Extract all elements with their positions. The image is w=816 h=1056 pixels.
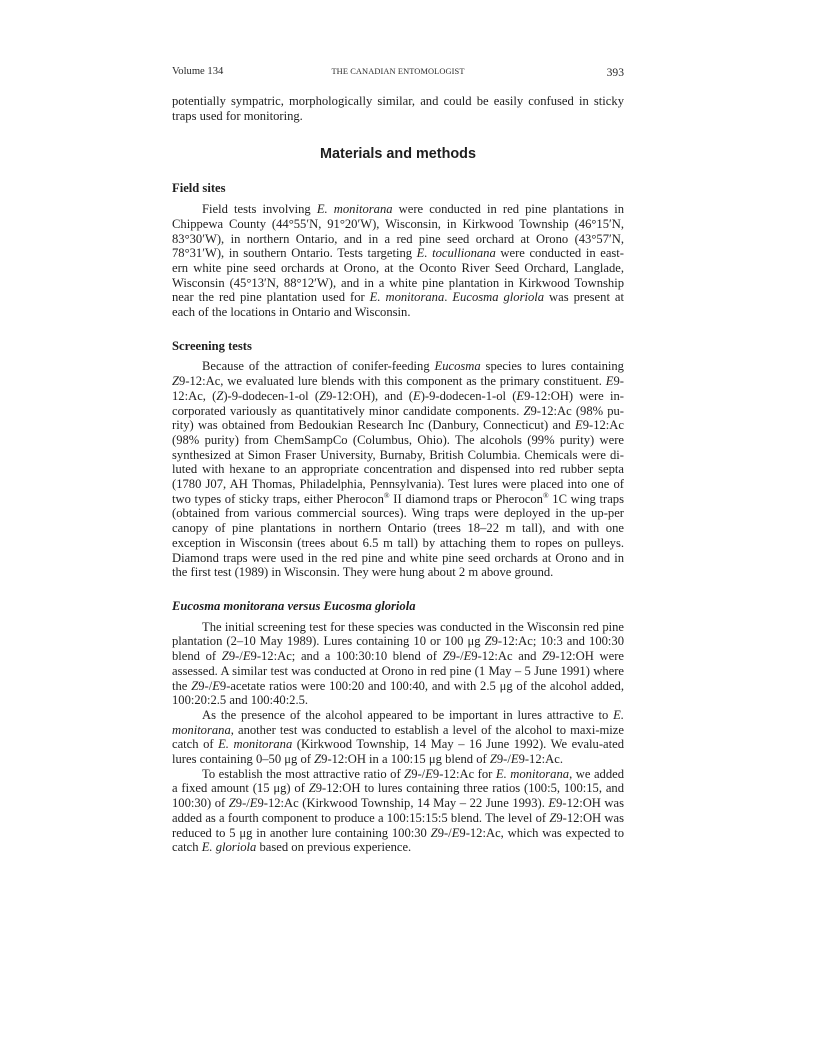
paragraph-attractive-ratio: To establish the most attractive ratio of Z9-/E9-12:Ac for E. monitorana, we added a fixed amount (15 μg) of Z9-12:OH to lures containing three ratios (100:5, 100:15, and 100:30) of Z9-/E9-12:Ac (Kirkwood Township, 14 May – 22 June 1993). E9-12:OH was added as a fourth component to produce a 100:15:15:5 blend. The level of Z9-12:OH was reduced to 5 μg in another lure containing 100:30 Z9-/E9-12:Ac, which was expected to catch E. gloriola based on previous experience.: [172, 766, 625, 855]
volume-label: Volume 134: [172, 66, 224, 77]
page-number: 393: [606, 66, 624, 79]
article-body: [172, 94, 624, 855]
subheading-screening-tests: Screening tests: [172, 338, 252, 353]
subheading-field-sites: Field sites: [172, 181, 226, 196]
paragraph-initial-screening: The initial screening test for these species was conducted in the Wisconsin red pine plantation (2–10 May 1989). Lures containing 10 or 100 μg Z9-12:Ac; 10:3 and 100:30 blend of Z9-/E9-12:Ac; and a 100:30:10 blend of Z9-/E9-12:Ac and Z9-12:OH were assessed. A similar test was conducted at Orono in red pine (1 May – 5 June 1991) where the Z9-/E9-acetate ratios were 100:20 and 100:40, and with 2.5 μg of the alcohol added, 100:20:2.5 and 100:40:2.5.: [172, 619, 625, 708]
journal-title: THE CANADIAN ENTOMOLOGIST: [331, 67, 465, 76]
paragraph-screening-tests: Because of the attraction of conifer-feeding Eucosma species to lures containing Z9-12:Ac, we evaluated lure blends with this component as the primary constituent. E9-12:Ac, (Z)-9-dodecen-1-ol (Z9-12:OH), and (E)-9-dodecen-1-ol (E9-12:OH) were in-corporated variously as quantitatively minor candidate components. Z9-12:Ac (98% pu-rity) was obtained from Bedoukian Research Inc (Danbury, Connecticut) and E9-12:Ac (98% purity) from ChemSampCo (Columbus, Ohio). The alcohols (99% purity) were synthesized at Simon Fraser University, Burnaby, British Columbia. Chemicals were di-luted with hexane to an appropriate concentration and dispensed into red rubber septa (1780 J07, AH Thomas, Philadelphia, Pennsylvania). Test lures were placed into one of two types of sticky traps, either Pherocon® II diamond traps or Pherocon® 1C wing traps (obtained from various commercial sources). Wing traps were deployed in the up-per canopy of pine plantations in northern Ontario (trees 18–22 m tall), and with one exception in Wisconsin (trees about 6.5 m tall) by attaching them to ropes on pulleys. Diamond traps were used in the red pine and white pine seed orchards at Orono and in the first test (1989) in Wisconsin. They were hung about 2 m above ground.: [172, 359, 624, 580]
intro-paragraph: potentially sympatric, morphologically similar, and could be easily confused in sticky traps used for monitoring.: [172, 94, 624, 123]
paragraph-field-sites: Field tests involving E. monitorana were conducted in red pine plantations in Chippewa County (44°55′N, 91°20′W), Wisconsin, in Kirkwood Township (46°15′N, 83°30′W), in northern Ontario, and in a red pine seed orchard at Orono (43°57′N, 78°31′W), in southern Ontario. Tests targeting E. tocullionana were conducted in east-ern white pine seed orchards at Orono, at the Oconto River Seed Orchard, Langlade, Wisconsin (45°13′N, 88°12′W), and in a white pine plantation in Kirkwood Township near the red pine plantation used for E. monitorana. Eucosma gloriola was present at each of the locations in Ontario and Wisconsin.: [172, 202, 624, 320]
subheading-monitorana-vs-gloriola: Eucosma monitorana versus Eucosma gloriola: [172, 598, 416, 613]
running-header: [172, 66, 624, 82]
section-title: Materials and methods: [320, 146, 476, 163]
paragraph-alcohol-level: As the presence of the alcohol appeared to be important in lures attractive to E. monitorana, another test was conducted to establish a level of the alcohol to maxi-mize catch of E. monitorana (Kirkwood Township, 14 May – 16 June 1992). We evalu-ated lures containing 0–50 μg of Z9-12:OH in a 100:15 μg blend of Z9-/E9-12:Ac.: [172, 707, 625, 767]
